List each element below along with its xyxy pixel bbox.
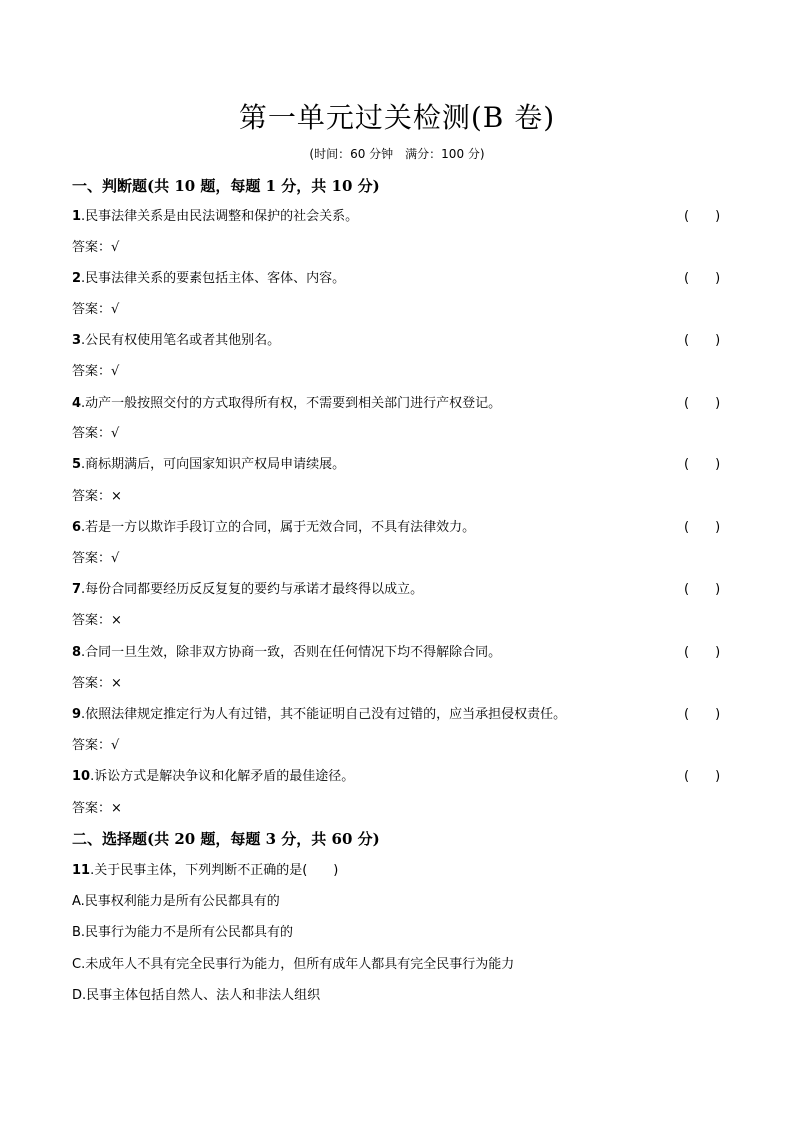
question-2: 2.民事法律关系的要素包括主体、客体、内容。 (72, 271, 346, 286)
question-9: 9.依照法律规定推定行为人有过错，其不能证明自己没有过错的，应当承担侵权责任。 (72, 707, 567, 722)
question-10: 10.诉讼方式是解决争议和化解矛盾的最佳途径。 (72, 769, 355, 784)
answer-blank-7: ( ) (684, 582, 721, 597)
answer-7: 答案：× (72, 613, 122, 628)
answer-10: 答案：× (72, 801, 122, 816)
answer-5: 答案：× (72, 489, 122, 504)
option-c: C.未成年人不具有完全民事行为能力，但所有成年人都具有完全民事行为能力 (72, 957, 515, 972)
option-b: B.民事行为能力不是所有公民都具有的 (72, 925, 294, 940)
exam-info: (时间：60 分钟 满分：100 分) (309, 147, 485, 161)
answer-blank-1: ( ) (684, 209, 721, 224)
answer-blank-5: ( ) (684, 457, 721, 472)
answer-blank-3: ( ) (684, 333, 721, 348)
question-5: 5.商标期满后，可向国家知识产权局申请续展。 (72, 457, 346, 472)
answer-blank-8: ( ) (684, 645, 721, 660)
option-d: D.民事主体包括自然人、法人和非法人组织 (72, 988, 321, 1003)
answer-2: 答案：√ (72, 302, 120, 317)
answer-6: 答案：√ (72, 551, 120, 566)
answer-4: 答案：√ (72, 426, 120, 441)
answer-blank-6: ( ) (684, 520, 721, 535)
question-3: 3.公民有权使用笔名或者其他别名。 (72, 333, 281, 348)
question-1: 1.民事法律关系是由民法调整和保护的社会关系。 (72, 209, 359, 224)
answer-blank-10: ( ) (684, 769, 721, 784)
question-7: 7.每份合同都要经历反反复复的要约与承诺才最终得以成立。 (72, 582, 424, 597)
option-a: A.民事权利能力是所有公民都具有的 (72, 894, 280, 909)
question-4: 4.动产一般按照交付的方式取得所有权，不需要到相关部门进行产权登记。 (72, 396, 502, 411)
answer-9: 答案：√ (72, 738, 120, 753)
answer-3: 答案：√ (72, 364, 120, 379)
answer-8: 答案：× (72, 676, 122, 691)
question-8: 8.合同一旦生效，除非双方协商一致，否则在任何情况下均不得解除合同。 (72, 645, 502, 660)
section-heading-choice: 二、选择题(共 20 题，每题 3 分，共 60 分) (72, 830, 380, 848)
answer-blank-9: ( ) (684, 707, 721, 722)
question-11: 11.关于民事主体，下列判断不正确的是( ) (72, 863, 339, 878)
question-6: 6.若是一方以欺诈手段订立的合同，属于无效合同，不具有法律效力。 (72, 520, 476, 535)
section-heading-judgment: 一、判断题(共 10 题，每题 1 分，共 10 分) (72, 177, 380, 195)
answer-blank-4: ( ) (684, 396, 721, 411)
answer-1: 答案：√ (72, 240, 120, 255)
answer-blank-2: ( ) (684, 271, 721, 286)
page-title: 第一单元过关检测(B 卷) (238, 101, 556, 134)
